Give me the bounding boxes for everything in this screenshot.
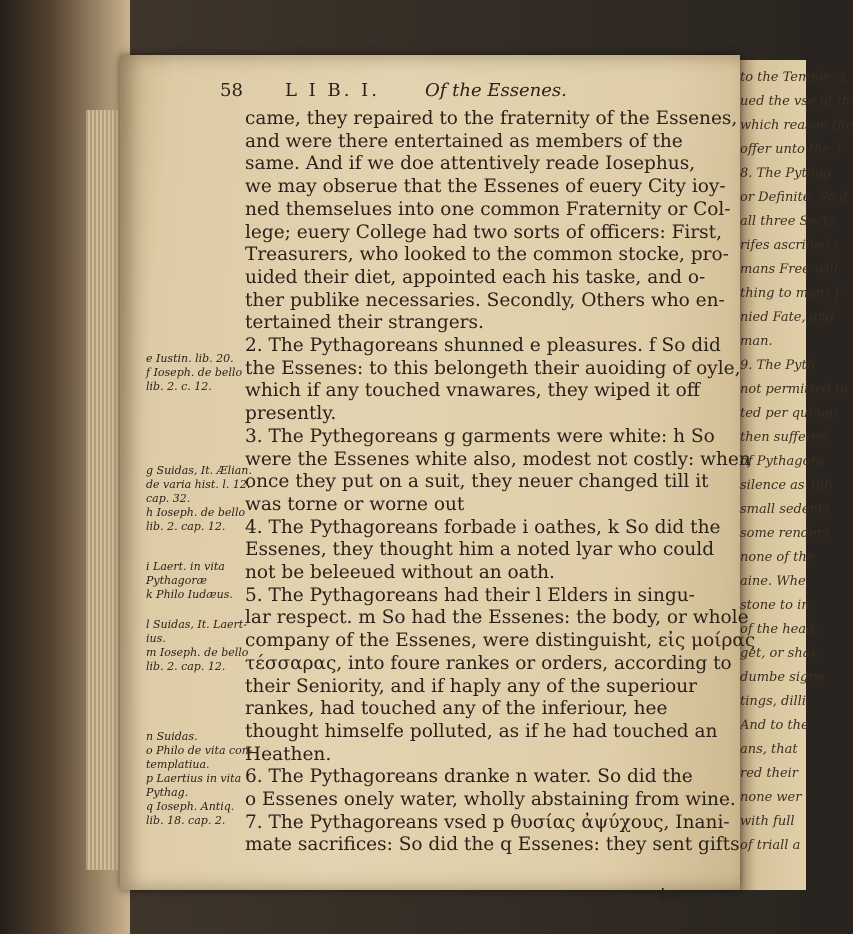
body-line: was torne or worne out (245, 493, 465, 515)
margin-note: q Ioseph. Antiq. (146, 800, 235, 813)
body-line: not be beleeued without an oath. (245, 562, 555, 583)
right-page-line: none of the (740, 550, 815, 565)
catchword: to (660, 884, 679, 905)
right-page-line: tings, dilli (740, 694, 806, 709)
body-line: their Seniority, and if haply any of the superiour (245, 675, 698, 697)
right-page-line: none wer (740, 790, 802, 805)
right-page-line: get, or shak (740, 646, 819, 661)
running-title: Of the Essenes. (425, 80, 567, 101)
right-page-line: to the Temple, a (740, 70, 847, 85)
right-page-line: dumbe signe (740, 670, 825, 685)
body-line: company of the Essenes, were distinguisht, εἰς μοίρας (245, 630, 756, 652)
body-line: uided their diet, appointed each his taske, and o- (245, 266, 706, 288)
body-line: the Essenes: to this belongeth their auoiding of oyle, (245, 357, 741, 379)
right-page-line: 8. The Pythag (740, 166, 832, 181)
right-page-line: mans Free-will (740, 262, 838, 277)
body-line: thought himselfe polluted, as if he had touched an (245, 720, 718, 742)
right-page-line: silence as Tab (740, 478, 833, 493)
body-line: were the Essenes white also, modest not costly: when (245, 448, 751, 470)
margin-note: k Philo Iudæus. (146, 588, 233, 601)
right-page-line: or Definite. So d (740, 190, 848, 205)
right-page-line: rifes ascribed t (740, 238, 840, 253)
right-page-line: all three Sects (740, 214, 836, 229)
margin-note: m Ioseph. de bello (146, 646, 249, 659)
body-line: tertained their strangers. (245, 312, 484, 334)
right-page-line: which reason the (740, 118, 853, 133)
margin-note: Pythag. (146, 786, 189, 799)
margin-note: e Iustin. lib. 20. (146, 352, 234, 365)
book-label: L I B. I. (285, 80, 381, 101)
margin-note: n Suidas. (146, 730, 198, 743)
body-line: τέσσαρας, into foure rankes or orders, according to (245, 652, 732, 674)
right-page-line: red their (740, 766, 799, 781)
right-page-line: of the head, (740, 622, 819, 637)
body-line: 7. The Pythagoreans vsed p θυσίας ἀψύχους, Inani- (245, 811, 730, 833)
right-page-line: not permitted to (740, 382, 848, 397)
right-page-line: man. (740, 334, 773, 349)
body-line: o Essenes onely water, wholly abstaining from wine. (245, 789, 736, 810)
page-number: 58 (220, 80, 243, 101)
right-page-line: offer unto the T (740, 142, 844, 157)
margin-note: l Suidas, It. Laert- (146, 618, 247, 631)
body-line: and were there entertained as members of the (245, 130, 683, 152)
right-page-line: thing to mans f (740, 286, 840, 301)
margin-note: p Laertius in vita (146, 772, 242, 785)
margin-note: g Suidas, It. Ælian. (146, 464, 252, 477)
margin-note: ius. (146, 632, 166, 645)
right-page-line: nied Fate, and (740, 310, 835, 325)
margin-note: templatiua. (146, 758, 210, 771)
margin-note: cap. 32. (146, 492, 191, 505)
body-line: Treasurers, who looked to the common stocke, pro- (245, 244, 729, 266)
right-page-line: ted per quinqu (740, 406, 838, 421)
body-line: Heathen. (245, 743, 332, 765)
margin-note: de varia hist. l. 12. (146, 478, 251, 491)
body-line: 5. The Pythagoreans had their l Elders in singu- (245, 584, 695, 606)
right-page-line: ued the vse of th (740, 94, 851, 109)
body-line: once they put on a suit, they neuer changed till it (245, 471, 709, 493)
margin-note: lib. 2. cap. 12. (146, 520, 226, 533)
body-line: ned themselues into one common Fraternity or Col- (245, 198, 731, 220)
margin-note: f Ioseph. de bello (146, 366, 243, 379)
margin-note: Pythagoræ (146, 574, 207, 587)
right-page-line: with full (740, 814, 795, 829)
right-page-line: aine. Whe (740, 574, 806, 589)
margin-note: h Ioseph. de bello (146, 506, 246, 519)
body-line: 4. The Pythagoreans forbade i oathes, k So did the (245, 516, 721, 538)
margin-note: lib. 2. cap. 12. (146, 660, 226, 673)
margin-note: lib. 2. c. 12. (146, 380, 212, 393)
right-page-line: 9. The Pyth (740, 358, 816, 373)
right-page-fragment (736, 60, 853, 890)
body-line: lar respect. m So had the Essenes: the body, or whole (245, 607, 749, 629)
body-line: same. And if we doe attentively reade Iosephus, (245, 153, 696, 175)
margin-note: o Philo de vita con- (146, 744, 253, 757)
right-page-line: of triall a (740, 838, 801, 853)
right-page-line: small sedents (740, 502, 830, 517)
right-page-line: of Pythagora (740, 454, 825, 469)
body-line: mate sacrifices: So did the q Essenes: they sent gifts (245, 834, 740, 856)
body-line: which if any touched vnawares, they wiped it off (245, 380, 700, 402)
body-line: Essenes, they thought him a noted lyar who could (245, 539, 715, 561)
right-page-line: stone to in (740, 598, 810, 613)
body-line: 6. The Pythagoreans dranke n water. So did the (245, 766, 693, 788)
margin-note: lib. 18. cap. 2. (146, 814, 226, 827)
body-line: 3. The Pythegoreans g garments were white: h So (245, 425, 715, 447)
body-line: came, they repaired to the fraternity of the Essenes, (245, 108, 738, 129)
body-line: we may obserue that the Essenes of euery City ioy- (245, 176, 726, 198)
right-page-line: ans, that (740, 742, 798, 757)
margin-note: i Laert. in vita (146, 560, 225, 573)
body-line: ther publike necessaries. Secondly, Others who en- (245, 289, 725, 311)
body-line: presently. (245, 403, 337, 425)
body-line: lege; euery College had two sorts of officers: First, (245, 221, 722, 243)
body-line: rankes, had touched any of the inferiour, hee (245, 698, 668, 720)
body-line: 2. The Pythagoreans shunned e pleasures. f So did (245, 335, 721, 356)
right-page-line: then suffered (740, 430, 828, 445)
right-page-line: some renders (740, 526, 830, 541)
right-page-line: And to the (740, 718, 809, 733)
